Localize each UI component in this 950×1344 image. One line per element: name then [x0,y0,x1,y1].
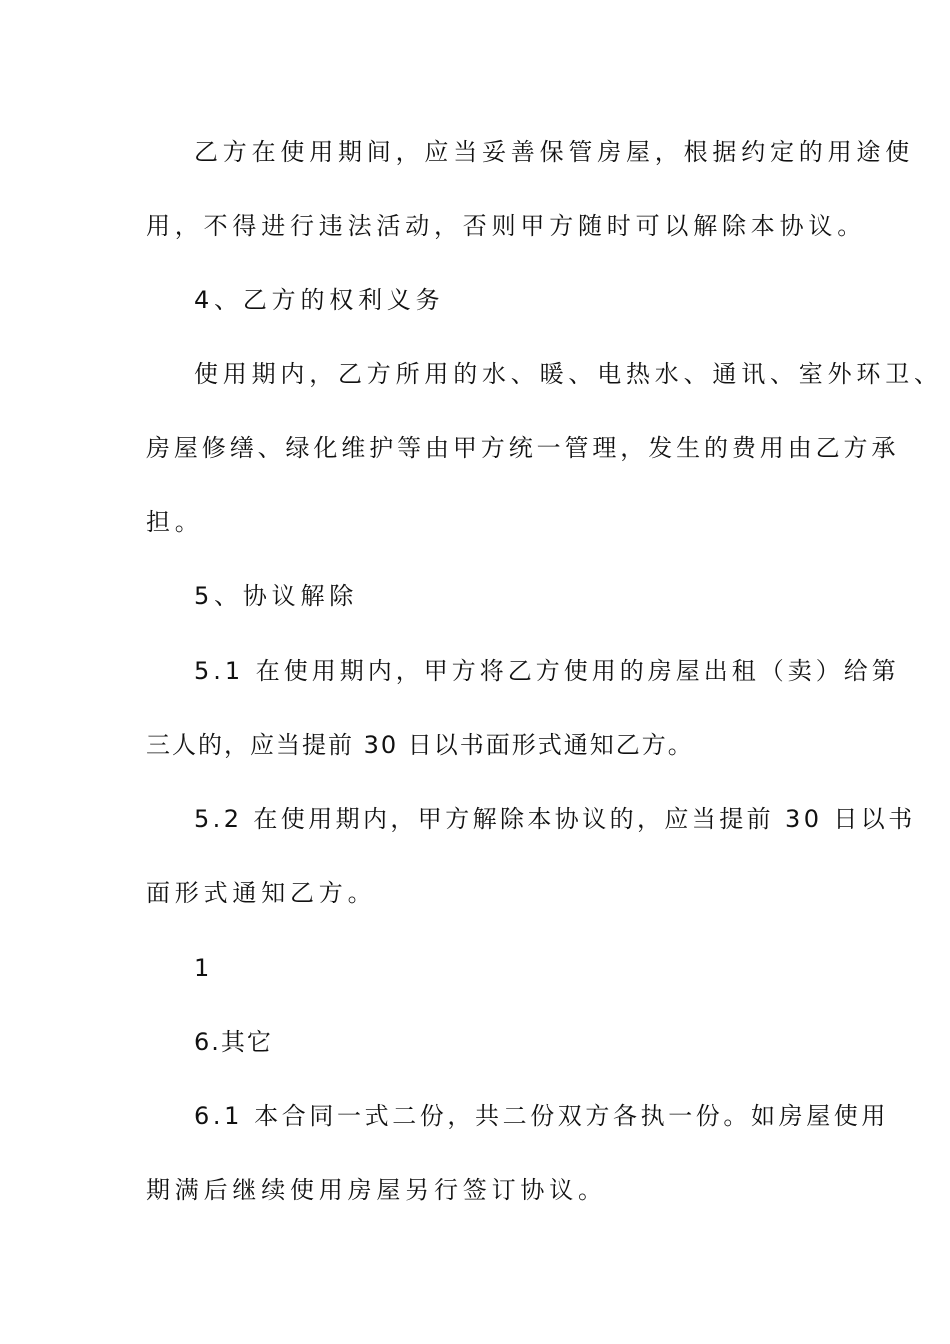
paragraph-line: 担。 [146,508,204,536]
section-heading: 5、协议解除 [194,582,359,610]
paragraph-line: 乙方在使用期间，应当妥善保管房屋，根据约定的用途使 [194,138,914,166]
paragraph-line: 期满后继续使用房屋另行签订协议。 [146,1176,607,1204]
paragraph-line: 6.1 本合同一式二份，共二份双方各执一份。如房屋使用 [194,1102,889,1130]
section-heading: 6.其它 [194,1028,273,1056]
section-heading: 4、乙方的权利义务 [194,286,445,314]
paragraph-line: 房屋修缮、绿化维护等由甲方统一管理，发生的费用由乙方承 [146,434,900,462]
page-number: 1 [194,954,211,982]
paragraph-line: 面形式通知乙方。 [146,879,377,907]
paragraph-line: 使用期内，乙方所用的水、暖、电热水、通讯、室外环卫、 [194,360,943,388]
paragraph-line: 三人的，应当提前 30 日以书面形式通知乙方。 [146,731,694,759]
paragraph-line: 5.2 在使用期内，甲方解除本协议的，应当提前 30 日以书 [194,805,916,833]
paragraph-line: 用，不得进行违法活动，否则甲方随时可以解除本协议。 [146,212,866,240]
paragraph-line: 5.1 在使用期内，甲方将乙方使用的房屋出租（卖）给第 [194,657,900,685]
